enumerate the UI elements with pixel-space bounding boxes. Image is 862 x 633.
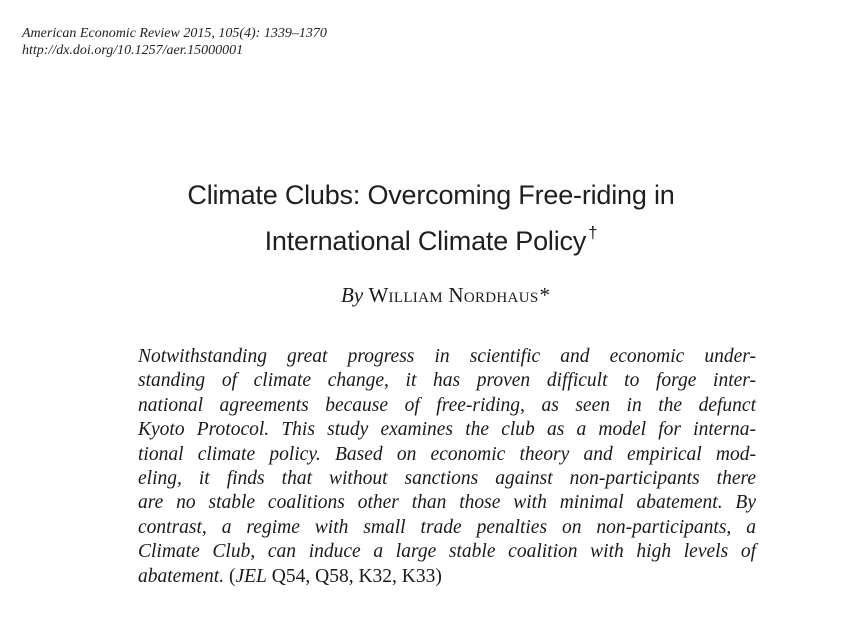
title-line-1: Climate Clubs: Overcoming Free-riding in (187, 180, 675, 210)
byline-by: By (341, 283, 364, 307)
jel-tag: JEL (235, 565, 267, 587)
jel-codes (229, 566, 442, 587)
author-name: William Nordhaus (368, 283, 539, 307)
title-line-2-text: International Climate Policy (264, 226, 587, 256)
abstract-line: Kyoto Protocol. This study examines the club as a model for interna- (138, 419, 756, 441)
abstract-line: Climate Club, can induce a large stable coalition with high levels of (138, 541, 756, 563)
author-footnote-mark[interactable]: * (538, 283, 549, 307)
byline (0, 283, 862, 308)
jel-open-paren: ( (228, 565, 236, 587)
journal-citation: American Economic Review 2015, 105(4): 1339–1370 (22, 26, 327, 41)
abstract-last-line (138, 565, 756, 589)
doi-link[interactable]: http://dx.doi.org/10.1257/aer.15000001 (22, 43, 244, 58)
jel-close-paren: ) (435, 565, 442, 587)
abstract-line: Notwithstanding great progress in scientific and economic under- (138, 346, 756, 367)
abstract-line: contrast, a regime with small trade penalties on non-participants, a (138, 516, 756, 538)
title-footnote-mark[interactable]: † (588, 223, 598, 242)
abstract-line: national agreements because of free-riding, as seen in the defunct (138, 394, 756, 416)
abstract (138, 345, 756, 589)
abstract-last-text: abatement. (138, 565, 225, 587)
abstract-line: are no stable coalitions other than those with minimal abatement. By (138, 492, 756, 514)
title-line-2 (0, 214, 862, 260)
paper-title (0, 176, 862, 260)
abstract-line: standing of climate change, it has proven difficult to forge inter- (138, 370, 756, 392)
abstract-line: eling, it finds that without sanctions against non-participants there (138, 468, 756, 490)
abstract-line: tional climate policy. Based on economic theory and empirical mod- (138, 443, 756, 465)
jel-code-list: Q54, Q58, K32, K33 (271, 565, 436, 587)
journal-header (22, 25, 327, 59)
